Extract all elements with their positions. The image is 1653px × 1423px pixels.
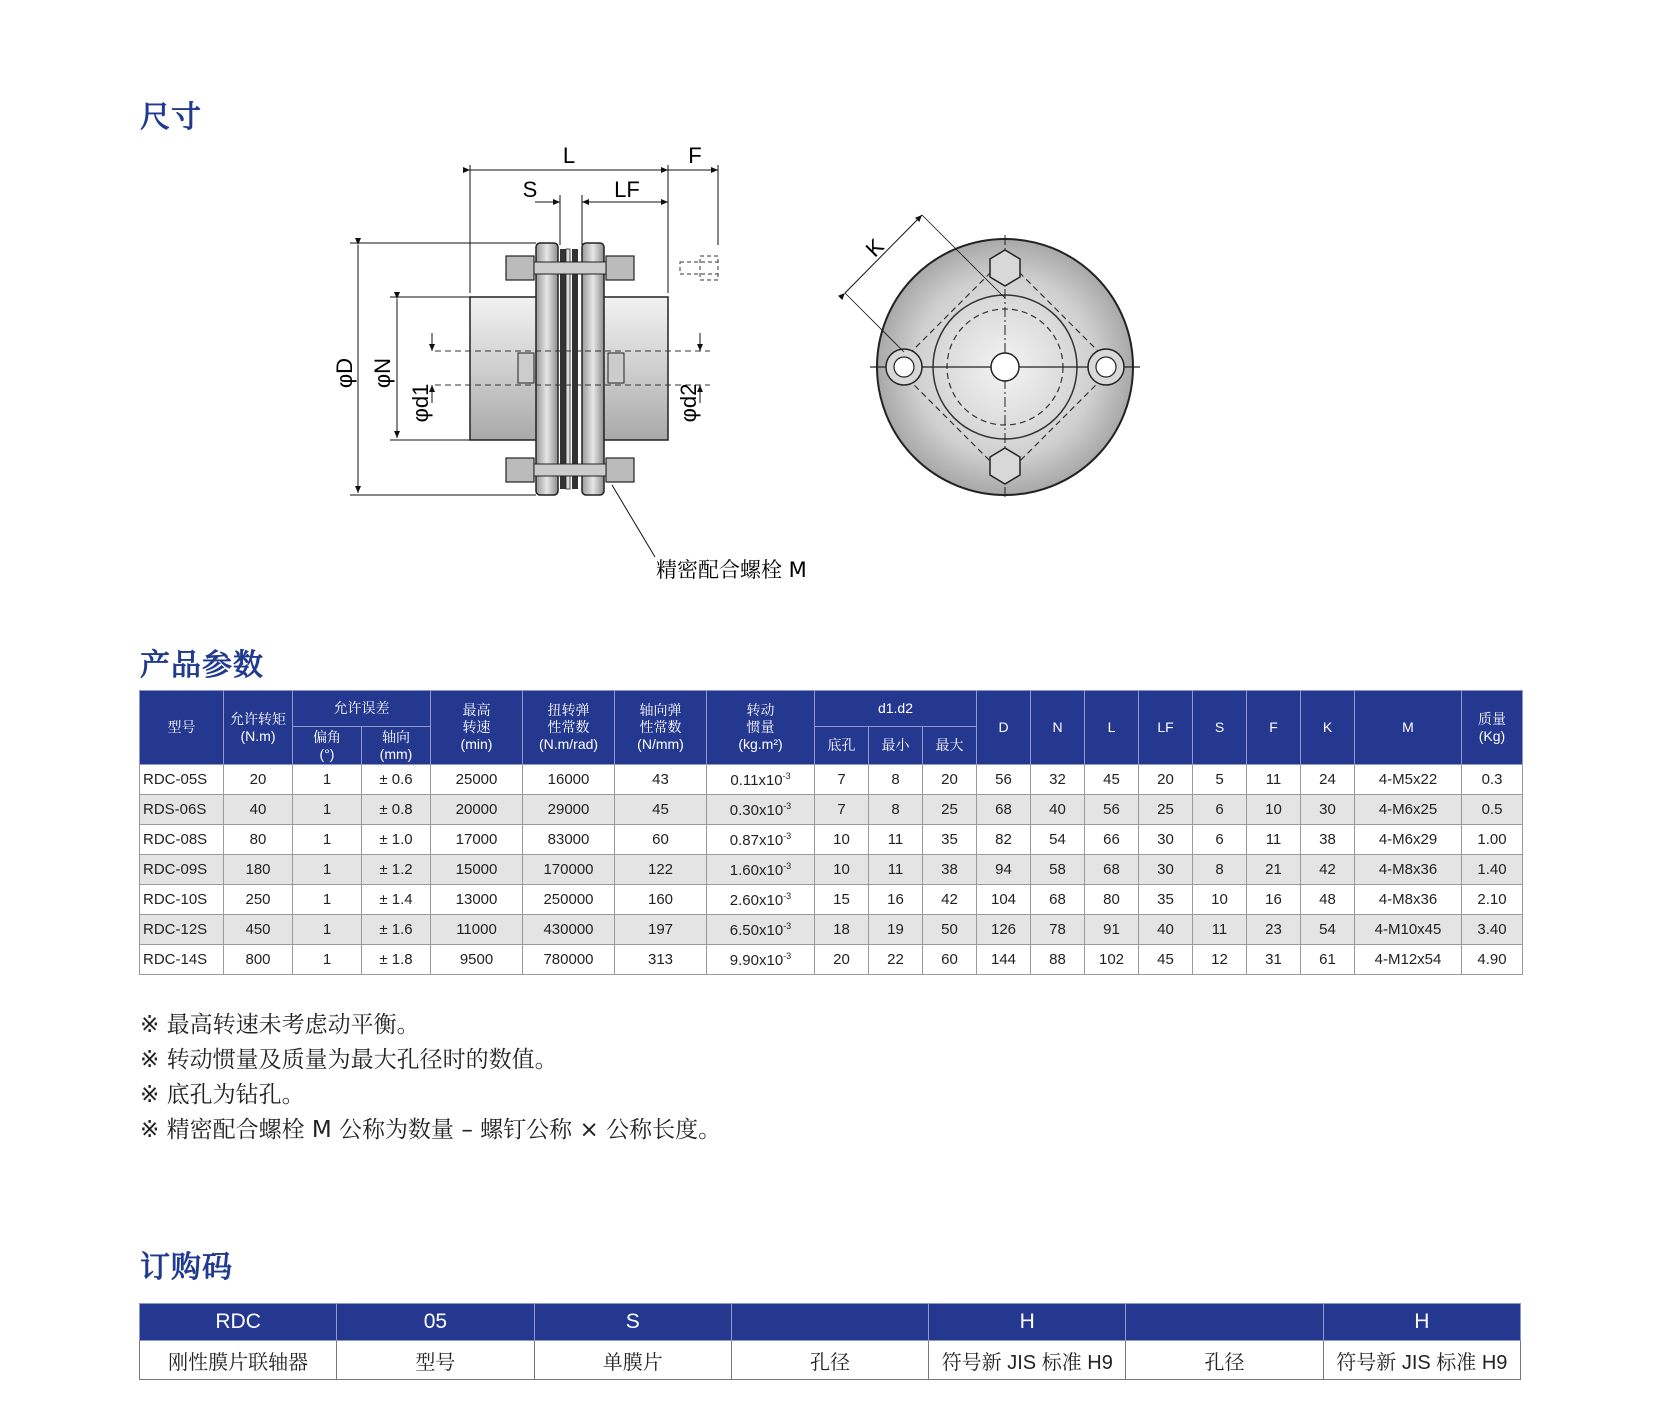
svg-text:S: S [522, 177, 538, 202]
cell-torsional: 16000 [523, 765, 615, 795]
cell-axial: ± 1.0 [362, 825, 431, 855]
col-bore: d1.d2 [815, 691, 977, 727]
table-row [140, 855, 1523, 885]
cell-max: 35 [923, 825, 977, 855]
col-axial: 轴向 (mm) [362, 727, 431, 765]
cell-axial: ± 0.6 [362, 765, 431, 795]
cell-D: 68 [977, 795, 1031, 825]
spec-table [139, 690, 1523, 975]
col-LF: LF [1139, 691, 1193, 765]
col-inertia: 转动 惯量 (kg.m²) [707, 691, 815, 765]
cell-D: 56 [977, 765, 1031, 795]
order-desc-cell: 孔径 [1126, 1341, 1323, 1380]
cell-D: 104 [977, 885, 1031, 915]
cell-angle: 1 [293, 915, 362, 945]
cell-torque: 80 [224, 825, 293, 855]
order-desc-cell: 符号新 JIS 标准 H9 [929, 1341, 1126, 1380]
cell-angle: 1 [293, 855, 362, 885]
svg-text:φd1: φd1 [408, 383, 433, 423]
cell-min: 22 [869, 945, 923, 975]
cell-max: 20 [923, 765, 977, 795]
cell-pilot: 7 [815, 795, 869, 825]
col-max: 最大 [923, 727, 977, 765]
cell-axial: ± 1.6 [362, 915, 431, 945]
order-desc-cell: 符号新 JIS 标准 H9 [1323, 1341, 1520, 1380]
cell-inertia: $1.60x10^{-3}$ [707, 855, 815, 885]
cell-axial-k: 160 [615, 885, 707, 915]
cell-mass: 2.10 [1462, 885, 1523, 915]
cell-inertia: $2.60x10^{-3}$ [707, 885, 815, 915]
cell-axial-k: 197 [615, 915, 707, 945]
cell-torsional: 780000 [523, 945, 615, 975]
cell-speed: 25000 [431, 765, 523, 795]
cell-speed: 17000 [431, 825, 523, 855]
cell-model: RDC-12S [140, 915, 224, 945]
col-misalignment: 允许误差 [293, 691, 431, 727]
cell-L: 56 [1085, 795, 1139, 825]
cell-LF: 20 [1139, 765, 1193, 795]
cell-F: 10 [1247, 795, 1301, 825]
cell-N: 32 [1031, 765, 1085, 795]
cell-LF: 25 [1139, 795, 1193, 825]
cell-LF: 30 [1139, 825, 1193, 855]
col-pilot: 底孔 [815, 727, 869, 765]
cell-S: 12 [1193, 945, 1247, 975]
cell-L: 68 [1085, 855, 1139, 885]
cell-K: 30 [1301, 795, 1355, 825]
cell-model: RDC-14S [140, 945, 224, 975]
col-min: 最小 [869, 727, 923, 765]
order-code-cell: H [1323, 1304, 1520, 1341]
parameters-heading: 产品参数 [140, 648, 264, 683]
cell-min: 11 [869, 825, 923, 855]
cell-max: 60 [923, 945, 977, 975]
cell-model: RDS-06S [140, 795, 224, 825]
cell-axial: ± 1.2 [362, 855, 431, 885]
cell-N: 58 [1031, 855, 1085, 885]
cell-S: 5 [1193, 765, 1247, 795]
cell-M: 4-M8x36 [1355, 885, 1462, 915]
cell-K: 61 [1301, 945, 1355, 975]
cell-mass: 1.00 [1462, 825, 1523, 855]
cell-K: 24 [1301, 765, 1355, 795]
cell-inertia: $0.87x10^{-3}$ [707, 825, 815, 855]
note-item: ※ 最高转速未考虑动平衡。 [140, 1012, 420, 1038]
note-item: ※ 底孔为钻孔。 [140, 1082, 305, 1108]
order-code-cell: RDC [140, 1304, 337, 1341]
cell-speed: 9500 [431, 945, 523, 975]
cell-max: 50 [923, 915, 977, 945]
svg-text:φD: φD [332, 357, 357, 389]
coupling-drawing [332, 143, 1220, 595]
cell-LF: 35 [1139, 885, 1193, 915]
cell-torsional: 430000 [523, 915, 615, 945]
cell-D: 126 [977, 915, 1031, 945]
cell-F: 11 [1247, 765, 1301, 795]
cell-F: 11 [1247, 825, 1301, 855]
cell-pilot: 20 [815, 945, 869, 975]
cell-F: 31 [1247, 945, 1301, 975]
cell-model: RDC-08S [140, 825, 224, 855]
cell-model: RDC-05S [140, 765, 224, 795]
cell-speed: 13000 [431, 885, 523, 915]
cell-max: 38 [923, 855, 977, 885]
order-code-cell: 05 [337, 1304, 534, 1341]
cell-mass: 0.5 [1462, 795, 1523, 825]
cell-inertia: $0.11x10^{-3}$ [707, 765, 815, 795]
col-mass: 质量 (Kg) [1462, 691, 1523, 765]
table-row [140, 885, 1523, 915]
order-code-cell [731, 1304, 928, 1341]
cell-angle: 1 [293, 825, 362, 855]
front-view [845, 215, 1140, 500]
cell-LF: 30 [1139, 855, 1193, 885]
cell-torque: 450 [224, 915, 293, 945]
cell-pilot: 7 [815, 765, 869, 795]
cell-N: 54 [1031, 825, 1085, 855]
cell-K: 38 [1301, 825, 1355, 855]
bolt-callout: 精密配合螺栓 M [656, 558, 807, 582]
cell-model: RDC-10S [140, 885, 224, 915]
cell-axial: ± 1.8 [362, 945, 431, 975]
cell-pilot: 15 [815, 885, 869, 915]
order-code-cell: S [534, 1304, 731, 1341]
cell-inertia: $6.50x10^{-3}$ [707, 915, 815, 945]
order-desc-cell: 单膜片 [534, 1341, 731, 1380]
cell-K: 54 [1301, 915, 1355, 945]
svg-text:L: L [562, 143, 576, 168]
cell-L: 66 [1085, 825, 1139, 855]
col-L: L [1085, 691, 1139, 765]
cell-axial: ± 0.8 [362, 795, 431, 825]
table-row [140, 915, 1523, 945]
cell-speed: 20000 [431, 795, 523, 825]
order-desc-cell: 型号 [337, 1341, 534, 1380]
cell-K: 42 [1301, 855, 1355, 885]
cell-S: 6 [1193, 795, 1247, 825]
cell-L: 91 [1085, 915, 1139, 945]
cell-torque: 20 [224, 765, 293, 795]
table-row [140, 825, 1523, 855]
svg-text:LF: LF [614, 177, 640, 202]
cell-pilot: 10 [815, 855, 869, 885]
cell-min: 19 [869, 915, 923, 945]
cell-min: 11 [869, 855, 923, 885]
cell-N: 88 [1031, 945, 1085, 975]
note-item: ※ 转动惯量及质量为最大孔径时的数值。 [140, 1047, 558, 1073]
cell-LF: 40 [1139, 915, 1193, 945]
cell-torque: 40 [224, 795, 293, 825]
col-axial-spring: 轴向弹 性常数 (N/mm) [615, 691, 707, 765]
cell-min: 8 [869, 765, 923, 795]
cell-M: 4-M6x25 [1355, 795, 1462, 825]
cell-angle: 1 [293, 765, 362, 795]
cell-torsional: 29000 [523, 795, 615, 825]
notes [140, 1008, 721, 1148]
col-angle: 偏角 (°) [293, 727, 362, 765]
col-N: N [1031, 691, 1085, 765]
cell-M: 4-M8x36 [1355, 855, 1462, 885]
cell-D: 82 [977, 825, 1031, 855]
cell-min: 8 [869, 795, 923, 825]
svg-text:φd2: φd2 [676, 383, 701, 423]
table-row [140, 945, 1523, 975]
col-F: F [1247, 691, 1301, 765]
cell-axial-k: 60 [615, 825, 707, 855]
svg-text:F: F [688, 143, 702, 168]
col-S: S [1193, 691, 1247, 765]
cell-mass: 3.40 [1462, 915, 1523, 945]
col-torsional: 扭转弹 性常数 (N.m/rad) [523, 691, 615, 765]
cell-axial: ± 1.4 [362, 885, 431, 915]
cell-LF: 45 [1139, 945, 1193, 975]
cell-axial-k: 313 [615, 945, 707, 975]
cell-mass: 0.3 [1462, 765, 1523, 795]
col-torque: 允许转矩 (N.m) [224, 691, 293, 765]
order-code-cell: H [929, 1304, 1126, 1341]
cell-S: 11 [1193, 915, 1247, 945]
cell-N: 78 [1031, 915, 1085, 945]
order-code-cell [1126, 1304, 1323, 1341]
cell-F: 21 [1247, 855, 1301, 885]
cell-torsional: 170000 [523, 855, 615, 885]
svg-text:K: K [860, 233, 889, 262]
table-row [140, 795, 1523, 825]
table-row [140, 765, 1523, 795]
cell-L: 102 [1085, 945, 1139, 975]
cell-mass: 4.90 [1462, 945, 1523, 975]
cell-F: 16 [1247, 885, 1301, 915]
cell-angle: 1 [293, 885, 362, 915]
cell-M: 4-M6x29 [1355, 825, 1462, 855]
cell-torsional: 250000 [523, 885, 615, 915]
cell-M: 4-M5x22 [1355, 765, 1462, 795]
cell-inertia: $9.90x10^{-3}$ [707, 945, 815, 975]
cell-mass: 1.40 [1462, 855, 1523, 885]
cell-S: 6 [1193, 825, 1247, 855]
svg-text:φN: φN [370, 357, 395, 389]
order-code-heading: 订购码 [140, 1250, 233, 1285]
cell-M: 4-M10x45 [1355, 915, 1462, 945]
dimensions-heading: 尺寸 [140, 100, 202, 135]
cell-L: 80 [1085, 885, 1139, 915]
cell-M: 4-M12x54 [1355, 945, 1462, 975]
cell-D: 144 [977, 945, 1031, 975]
col-K: K [1301, 691, 1355, 765]
cell-inertia: $0.30x10^{-3}$ [707, 795, 815, 825]
note-item: ※ 精密配合螺栓 M 公称为数量 – 螺钉公称 × 公称长度。 [140, 1117, 722, 1143]
cell-pilot: 18 [815, 915, 869, 945]
cell-L: 45 [1085, 765, 1139, 795]
cell-model: RDC-09S [140, 855, 224, 885]
cell-angle: 1 [293, 795, 362, 825]
cell-pilot: 10 [815, 825, 869, 855]
cell-torque: 800 [224, 945, 293, 975]
order-code-table [139, 1303, 1521, 1380]
cell-D: 94 [977, 855, 1031, 885]
cell-torque: 180 [224, 855, 293, 885]
cell-torque: 250 [224, 885, 293, 915]
cell-speed: 15000 [431, 855, 523, 885]
cell-S: 10 [1193, 885, 1247, 915]
col-D: D [977, 691, 1031, 765]
cell-torsional: 83000 [523, 825, 615, 855]
cell-min: 16 [869, 885, 923, 915]
cell-max: 42 [923, 885, 977, 915]
cell-axial-k: 43 [615, 765, 707, 795]
col-max-speed: 最高 转速 (min) [431, 691, 523, 765]
cell-axial-k: 45 [615, 795, 707, 825]
cell-S: 8 [1193, 855, 1247, 885]
cell-N: 68 [1031, 885, 1085, 915]
cell-angle: 1 [293, 945, 362, 975]
cell-axial-k: 122 [615, 855, 707, 885]
cell-F: 23 [1247, 915, 1301, 945]
cell-max: 25 [923, 795, 977, 825]
side-view [332, 143, 807, 582]
cell-N: 40 [1031, 795, 1085, 825]
col-model: 型号 [140, 691, 224, 765]
cell-K: 48 [1301, 885, 1355, 915]
order-desc-cell: 孔径 [731, 1341, 928, 1380]
order-desc-cell: 刚性膜片联轴器 [140, 1341, 337, 1380]
cell-speed: 11000 [431, 915, 523, 945]
col-M: M [1355, 691, 1462, 765]
